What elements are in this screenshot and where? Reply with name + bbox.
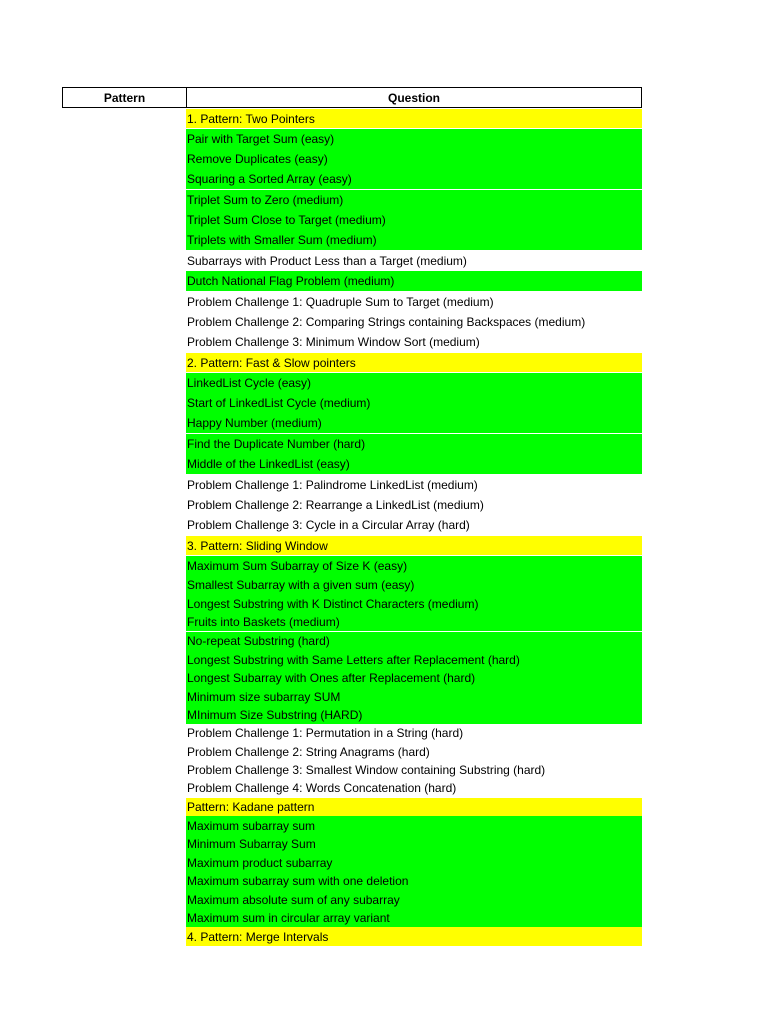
section-header-row[interactable]: 2. Pattern: Fast & Slow pointers <box>186 353 642 372</box>
question-column-header[interactable]: Question <box>186 88 642 107</box>
question-row[interactable]: Triplets with Smaller Sum (medium) <box>186 230 642 250</box>
question-row[interactable]: Remove Duplicates (easy) <box>186 149 642 169</box>
section-header-row[interactable]: 1. Pattern: Two Pointers <box>186 109 642 128</box>
question-row[interactable]: Problem Challenge 2: Rearrange a LinkedList (medium) <box>187 498 484 512</box>
section-header-row[interactable]: Pattern: Kadane pattern <box>186 798 642 816</box>
question-row[interactable]: Triplet Sum to Zero (medium) <box>186 190 642 210</box>
section-header-row[interactable]: 3. Pattern: Sliding Window <box>186 536 642 555</box>
question-row[interactable]: Smallest Subarray with a given sum (easy) <box>186 576 642 594</box>
table-header-row <box>62 87 642 108</box>
question-row[interactable]: Problem Challenge 3: Cycle in a Circular Array (hard) <box>187 518 470 532</box>
question-row[interactable]: Fruits into Baskets (medium) <box>186 613 642 631</box>
section-header-row[interactable]: 4. Pattern: Merge Intervals <box>186 927 642 946</box>
question-row[interactable]: Problem Challenge 3: Smallest Window containing Substring (hard) <box>187 763 546 777</box>
question-row[interactable]: Problem Challenge 4: Words Concatenation (hard) <box>187 781 457 795</box>
question-row[interactable]: Middle of the LinkedList (easy) <box>186 454 642 474</box>
question-row[interactable]: Pair with Target Sum (easy) <box>186 129 642 149</box>
question-row[interactable]: Longest Subarray with Ones after Replacement (hard) <box>186 669 642 687</box>
question-row[interactable]: No-repeat Substring (hard) <box>186 632 642 650</box>
question-row[interactable]: Problem Challenge 1: Permutation in a String (hard) <box>187 726 464 740</box>
question-row[interactable]: Squaring a Sorted Array (easy) <box>186 169 642 189</box>
question-row[interactable]: Subarrays with Product Less than a Target (medium) <box>187 254 467 268</box>
question-row[interactable]: Find the Duplicate Number (hard) <box>186 434 642 454</box>
question-row[interactable]: Problem Challenge 1: Palindrome LinkedList (medium) <box>187 477 478 492</box>
question-row[interactable]: Minimum size subarray SUM <box>186 687 642 706</box>
question-row[interactable]: Start of LinkedList Cycle (medium) <box>186 393 642 413</box>
question-row[interactable]: Dutch National Flag Problem (medium) <box>186 271 642 291</box>
question-row[interactable]: Maximum absolute sum of any subarray <box>186 890 642 909</box>
question-row[interactable]: Maximum subarray sum with one deletion <box>186 872 642 890</box>
question-row[interactable]: Longest Substring with K Distinct Characters (medium) <box>186 594 642 613</box>
question-row[interactable]: Maximum product subarray <box>186 853 642 872</box>
question-row[interactable]: Problem Challenge 3: Minimum Window Sort (medium) <box>187 335 480 349</box>
question-row[interactable]: LinkedList Cycle (easy) <box>186 373 642 393</box>
question-row[interactable]: Longest Substring with Same Letters after Replacement (hard) <box>186 650 642 669</box>
question-row[interactable]: Happy Number (medium) <box>186 413 642 433</box>
question-row[interactable]: Maximum sum in circular array variant <box>186 909 642 927</box>
question-row[interactable]: Maximum Sum Subarray of Size K (easy) <box>186 556 642 576</box>
question-row[interactable]: MInimum Size Substring (HARD) <box>186 706 642 724</box>
question-row[interactable]: Maximum subarray sum <box>186 816 642 835</box>
question-row[interactable]: Triplet Sum Close to Target (medium) <box>186 210 642 230</box>
question-row[interactable]: Minimum Subarray Sum <box>186 835 642 853</box>
question-row[interactable]: Problem Challenge 2: String Anagrams (hard) <box>187 744 430 759</box>
question-row[interactable]: Problem Challenge 2: Comparing Strings containing Backspaces (medium) <box>187 315 586 329</box>
pattern-column-header[interactable]: Pattern <box>62 88 186 107</box>
question-row[interactable]: Problem Challenge 1: Quadruple Sum to Target (medium) <box>187 294 494 309</box>
